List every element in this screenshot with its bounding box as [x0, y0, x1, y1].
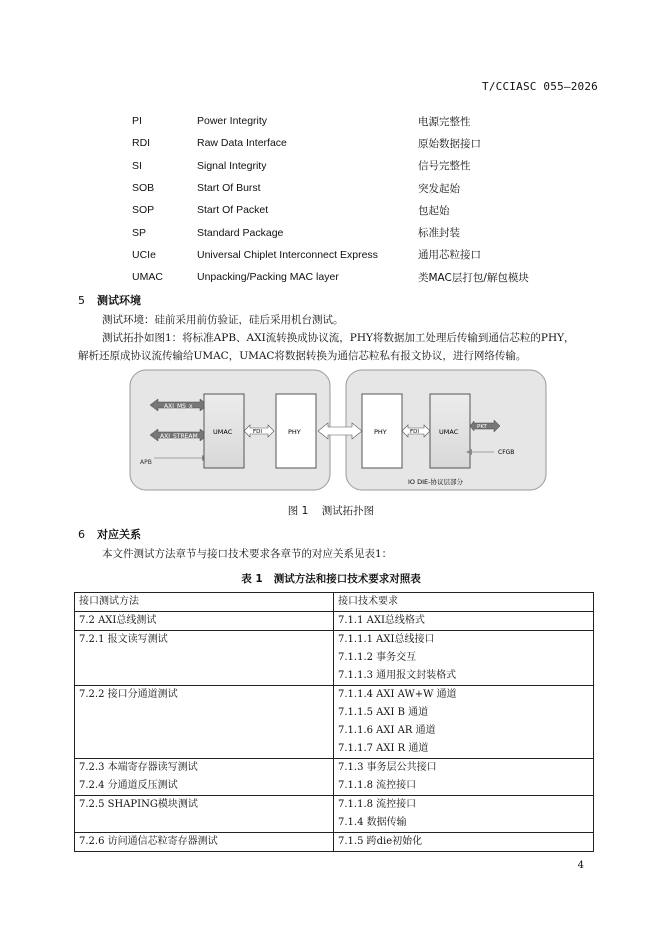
table-header-row: [75, 593, 594, 612]
abbreviation-row: [132, 199, 572, 221]
fdi-left-label: FDI: [253, 429, 263, 435]
requirement-cell: [334, 631, 594, 686]
section-5-number: 5: [78, 294, 85, 307]
requirement-cell: [334, 759, 594, 796]
abbreviation-chinese: 标准封装: [418, 227, 460, 240]
requirement-cell-line: 7.1.4 数据传输: [338, 817, 407, 828]
requirement-cell: [334, 796, 594, 833]
table-1-caption: [0, 571, 662, 586]
abbreviation-english: Universal Chiplet Interconnect Express: [197, 248, 378, 261]
figure-1-caption: [0, 503, 662, 518]
abbreviation-term: SOP: [132, 204, 155, 217]
abbreviation-english: Start Of Burst: [197, 182, 261, 195]
abbreviation-english: Unpacking/Packing MAC layer: [197, 271, 339, 284]
section-5-paragraph-2a: 测试拓扑如图1：将标准APB、AXI流转换成协议流，PHY将数据加工处理后传输到通信芯粒的PHY，: [102, 332, 575, 344]
method-cell: [75, 833, 334, 852]
method-cell: [75, 796, 334, 833]
abbreviation-term: SOB: [132, 182, 155, 195]
section-5-paragraph-1: 测试环境：硅前采用前仿验证，硅后采用机台测试。: [102, 314, 344, 326]
method-cell: [75, 759, 334, 796]
requirement-cell-line: 7.1.1.8 流控接口: [338, 780, 417, 791]
abbreviation-row: [132, 266, 572, 288]
requirement-cell-line: 7.1.1.4 AXI AW+W 通道: [338, 689, 457, 700]
axi-stream-label: AXI_STREAM: [160, 433, 198, 440]
requirement-cell-line: 7.1.5 跨die初始化: [338, 836, 423, 847]
abbreviation-chinese: 原始数据接口: [418, 137, 481, 150]
requirement-cell: [334, 686, 594, 759]
abbreviation-chinese: 信号完整性: [418, 160, 471, 173]
abbreviation-row: [132, 155, 572, 177]
requirement-cell: [334, 612, 594, 631]
table-row: [75, 833, 594, 852]
mapping-table: [74, 592, 594, 852]
section-6-body: [78, 545, 598, 563]
abbreviation-english: Standard Package: [197, 226, 284, 239]
abbreviation-english: Power Integrity: [197, 115, 268, 128]
apb-label: APB: [140, 459, 152, 466]
method-cell-line: 7.2.4 分通道反压测试: [79, 780, 178, 791]
table-row: [75, 612, 594, 631]
abbreviation-english: Raw Data Interface: [197, 137, 287, 150]
section-5-paragraph-2b: 解析还原成协议流传输给UMAC，UMAC将数据转换为通信芯粒私有报文协议，进行网络传输。: [78, 350, 527, 362]
abbreviation-term: PI: [132, 115, 142, 128]
fdi-right-label: FDI: [410, 429, 420, 435]
abbreviation-row: [132, 132, 572, 154]
method-cell-line: 7.2.2 接口分通道测试: [79, 689, 178, 700]
section-6-heading: [78, 526, 141, 542]
section-6-paragraph: 本文件测试方法章节与接口技术要求各章节的对应关系见表1：: [102, 548, 393, 560]
table-header-cell: 接口测试方法: [75, 593, 334, 612]
phy-left-label: PHY: [288, 428, 301, 436]
method-cell: [75, 686, 334, 759]
abbreviation-chinese: 包起始: [418, 204, 450, 217]
cfgb-label: CFGB: [498, 449, 515, 456]
abbreviation-term: RDI: [132, 137, 151, 150]
abbreviation-chinese: 类MAC层打包/解包模块: [418, 271, 529, 284]
phy-right-label: PHY: [374, 428, 387, 436]
requirement-cell-line: 7.1.3 事务层公共接口: [338, 762, 437, 773]
io-die-label: IO DIE-协议层部分: [408, 478, 463, 486]
table-row: [75, 759, 594, 796]
abbreviation-row: [132, 221, 572, 243]
section-6-title: 对应关系: [97, 528, 141, 541]
page-number: 4: [577, 860, 584, 871]
abbreviation-chinese: 通用芯粒接口: [418, 249, 481, 262]
requirement-cell-line: 7.1.1 AXI总线格式: [338, 615, 425, 626]
table-row: [75, 631, 594, 686]
section-5-heading: [78, 292, 141, 308]
abbreviation-term: UCIe: [132, 248, 156, 261]
requirement-cell-line: 7.1.1.1 AXI总线接口: [338, 634, 435, 645]
abbreviation-chinese: 电源完整性: [418, 115, 471, 128]
requirement-cell-line: 7.1.1.2 事务交互: [338, 652, 417, 663]
method-cell-line: 7.2.6 访问通信芯粒寄存器测试: [79, 836, 218, 847]
abbreviation-term: SP: [132, 226, 147, 239]
section-6-number: 6: [78, 528, 85, 541]
abbreviation-term: UMAC: [132, 271, 163, 284]
table-header-cell: 接口技术要求: [334, 593, 594, 612]
document-header-id: T/CCIASC 055—2026: [482, 80, 598, 93]
pkt-label: PKT: [477, 424, 487, 430]
table-caption-number: 表 1: [241, 573, 263, 585]
section-5-title: 测试环境: [97, 294, 141, 307]
requirement-cell-line: 7.1.1.3 通用报文封装格式: [338, 670, 457, 681]
section-5-body: [78, 311, 598, 365]
abbreviation-english: Signal Integrity: [197, 159, 267, 172]
method-cell: [75, 612, 334, 631]
method-cell-line: 7.2.1 报文读写测试: [79, 634, 168, 645]
table-row: [75, 796, 594, 833]
requirement-cell-line: 7.1.1.8 流控接口: [338, 799, 417, 810]
abbreviation-english: Start Of Packet: [197, 204, 269, 217]
abbreviation-row: [132, 110, 572, 132]
method-cell-line: 7.2.3 本端寄存器读写测试: [79, 762, 198, 773]
table-caption-text: 测试方法和接口技术要求对照表: [273, 573, 421, 585]
axi-ms-label: AXI_MS_x: [164, 403, 193, 410]
requirement-cell-line: 7.1.1.7 AXI R 通道: [338, 743, 429, 754]
method-cell-line: 7.2.5 SHAPING模块测试: [79, 799, 198, 810]
die-to-die-arrow: [318, 423, 362, 439]
table-row: [75, 686, 594, 759]
abbreviation-list: [132, 110, 572, 288]
figure-caption-text: 测试拓扑图: [321, 505, 375, 517]
figure-caption-number: 图 1: [287, 505, 309, 517]
abbreviation-term: SI: [132, 159, 142, 172]
method-cell: [75, 631, 334, 686]
umac-left-label: UMAC: [213, 428, 233, 436]
abbreviation-row: [132, 244, 572, 266]
umac-right-label: UMAC: [439, 428, 459, 436]
abbreviation-row: [132, 177, 572, 199]
test-topology-figure: [128, 368, 548, 494]
requirement-cell: [334, 833, 594, 852]
abbreviation-chinese: 突发起始: [418, 182, 460, 195]
method-cell-line: 7.2 AXI总线测试: [79, 615, 157, 626]
requirement-cell-line: 7.1.1.6 AXI AR 通道: [338, 725, 436, 736]
requirement-cell-line: 7.1.1.5 AXI B 通道: [338, 707, 429, 718]
